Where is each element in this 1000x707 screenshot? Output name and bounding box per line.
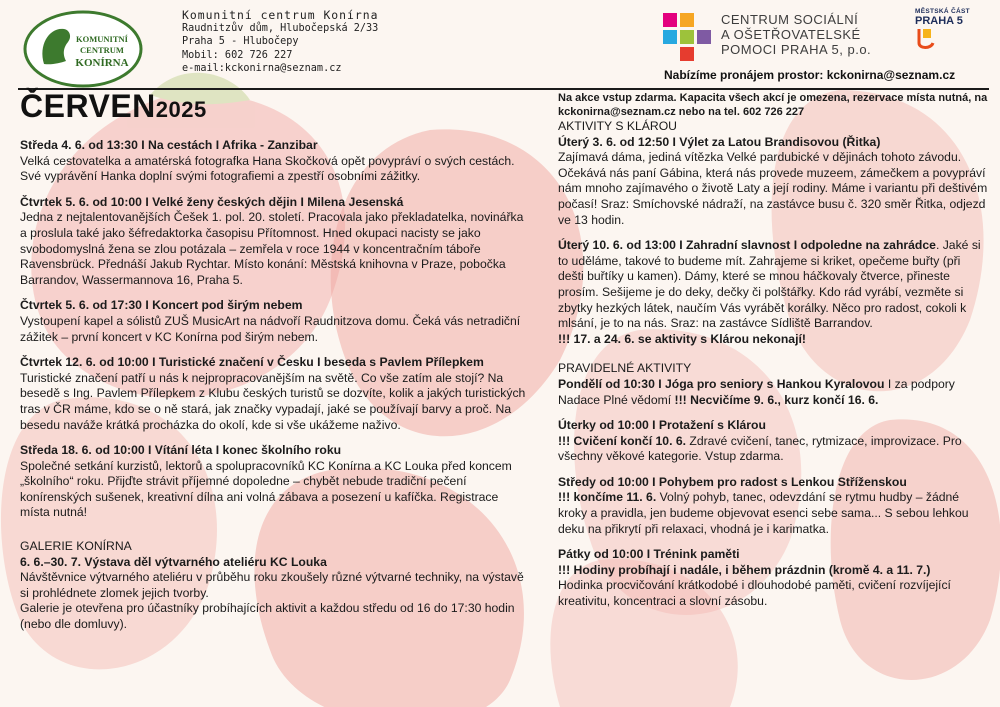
activity-item [558,418,988,465]
csop-logo-icon [663,13,711,61]
activity-title: Úterky od 10:00 I Protažení s Klárou [558,418,766,433]
event-item [20,138,526,185]
event-title: Úterý 3. 6. od 12:50 I Výlet za Latou Brandisovou (Řitka) [558,134,881,149]
activity-description: Hodinka procvičování krátkodobé i dlouhodobé paměti, cvičení rozvíjející kreativitu, koncentraci a slovní zásobu. [558,578,951,609]
month-title [20,88,207,128]
logo-line-3: KONÍRNA [75,57,129,69]
event-title: Středa 18. 6. od 10:00 I Vítání léta I konec školního roku [20,443,342,458]
event-description: Jedna z nejtalentovanějších Češek 1. pol. 20. století. Pracovala jako překladatelka, novinářka a proslula také jako šéfredaktorka časopisu Přítomnost. Hned okupaci nacisty se jako svobodomyslná žena se zlou potázala – zemřela v roce 1944 v koncentračním táboře Ravensbrück. Přednáší Jakub Rychtar. Místo konání: Městská knihovna v Praze, pobočka Barrandov, Wassermannova 16, Praha 5. [20,210,524,287]
event-description: Turistické značení patří u nás k nejpropracovanějším na světě. Co vše zatím ale stojí? Na besedě s Ing. Pavlem Přílepkem z Klubu českých turistů se dozvíte, kolik a jakých turistických tras v ČR máme, kdo se o ně stará, jak značky vypadají, jaké se používají barvy a proč. Na besedu naváže krátká procházka do okolí, kde si vše ukážeme naživo. [20,370,526,432]
praha5-logo [915,8,977,58]
praha5-big-label: PRAHA 5 [915,15,963,27]
event-item [558,135,988,229]
event-description: Velká cestovatelka a amatérská fotografka Hana Skočková opět povypráví o svých cestách. Své vyprávění Hanka doplní svými fotografiemi a zpestří osobními zážitky. [20,153,515,184]
year: 2025 [155,97,207,122]
event-description: . Jaké si to uděláme, takové to budeme mít. Zahrajeme si kriket, opečeme buřty (při dešti buřtíky u kamen). Dámy, které se mnou háčkovaly čtverce, přineste prosím. Sešijeme je do deky, dečky či polštářky. Kdo rád vyrábí, vezměte si zbytky hezkých látek, naučím Vás vyrábět korálky. Něco pro radost, cokoli k mlsání, je to na nás. Sraz: na zastávce Sídliště Barrandov. [558,238,981,331]
activity-title: Středy od 10:00 I Pohybem pro radost s Lenkou Stříženskou [558,474,907,489]
event-title: Čtvrtek 5. 6. od 17:30 I Koncert pod širým nebem [20,298,303,313]
gallery-heading: GALERIE KONÍRNA [20,539,132,554]
month-name: ČERVEN [20,88,156,124]
praha5-small-label: MĚSTSKÁ ČÁST [915,8,970,15]
event-description: Zajímavá dáma, jediná vítězka Velké pardubické v dějinách tohoto závodu. Očekává nás paní Gábina, která nás provede muzeem, zámečkem a povypráví nám mnoho zajímavého o životě Laty a její rodiny. Máme i variantu při deštivém počasí! Sraz: Smíchovské nádraží, na zastávce busu č. 320 směr Řitka, odjezd ve 13 hodin. [558,150,988,227]
event-title: Čtvrtek 5. 6. od 10:00 I Velké ženy českých dějin I Milena Jesenská [20,194,404,209]
reservation-notice: Na akce vstup zdarma. Kapacita všech akcí je omezena, rezervace místa nutná, na kckonirna@seznam.cz nebo na tel. 602 726 227 [558,92,988,118]
regular-activities-heading: PRAVIDELNÉ AKTIVITY [558,361,692,376]
organization-contact [182,9,378,75]
partner-name-line-1: CENTRUM SOCIÁLNÍ [721,12,859,27]
gallery-section [20,539,526,633]
event-item [20,195,526,289]
activity-note: !!! Hodiny probíhají i nadále, i během prázdnin (kromě 4. a 11. 7.) [558,562,931,577]
left-column [20,138,526,633]
activity-item [558,547,988,609]
address-line-1: Raudnitzův dům, Hlubočepská 2/33 [182,23,379,35]
activity-item [558,377,988,408]
logo-line-1: KOMUNITNÍ [76,34,128,44]
activity-item [558,475,988,537]
partner-name-line-3: POMOCI PRAHA 5, p.o. [721,42,872,57]
event-title: Úterý 10. 6. od 13:00 I Zahradní slavnost I odpoledne na zahrádce [558,238,936,253]
gallery-description: Návštěvnice výtvarného ateliéru v průběhu roku zkoušely různé výtvarné techniky, na výstavě si prohlédnete zlomek jejich tvorby. [20,570,524,600]
praha5-emblem-icon [915,27,937,53]
klara-heading: AKTIVITY S KLÁROU [558,119,677,133]
logo-line-2: CENTRUM [80,45,124,55]
partner-name [721,12,871,57]
event-item [20,355,526,433]
organization-name: Komunitní centrum Konírna [182,8,379,22]
activity-description: Volný pohyb, tanec, odevzdání se rytmu hudby – žádné kroky a pravidla, jen budeme objevovat esenci sebe sama... S sebou lehkou deku na přikrytí při relaxaci, vhodná je i karimatka. [558,490,969,536]
event-item [20,443,526,521]
activity-description: I za podpory Nadace Plné vědomí [558,376,955,407]
konirna-logo [22,9,144,89]
right-column [558,91,988,620]
event-description: Společné setkání kurzistů, lektorů a spolupracovníků KC Konírna a KC Louka před koncem „školního“ roku. Přijďte strávit příjemné dopoledne – chybět nebude tradiční pečení konírenských sušenek, kreativní dílna ani volná zábava a posezení u kafíčka. Registrace místa nutná! [20,458,512,520]
event-item [20,298,526,345]
rental-offer: Nabízíme pronájem prostor: kckonirna@seznam.cz [664,68,956,82]
gallery-opening-hours: Galerie je otevřena pro účastníky probíhajících aktivit a každou středu od 16 do 17:30 hodin (nebo dle domluvy). [20,601,515,632]
activity-description: Zdravé cvičení, tanec, rytmizace, improvizace. Pro všechny věkové kategorie. Vstup zdarma. [558,433,962,464]
email-address: e-mail:kckonirna@seznam.cz [182,62,342,74]
event-title: Středa 4. 6. od 13:30 I Na cestách I Afrika - Zanzibar [20,138,318,152]
activity-title: Pondělí od 10:30 I Jóga pro seniory s Hankou Kyralovou [558,376,885,391]
gallery-title: 6. 6.–30. 7. Výstava děl výtvarného ateliéru KC Louka [20,554,327,569]
event-description: Vystoupení kapel a sólistů ZUŠ MusicArt na nádvoří Raudnitzova domu. Čeká vás netradiční zážitek – první koncert v KC Konírna pod širým nebem. [20,313,521,344]
phone-number: Mobil: 602 726 227 [182,49,293,61]
activity-note: !!! Cvičení končí 10. 6. [558,433,687,448]
event-item [558,238,988,347]
event-title: Čtvrtek 12. 6. od 10:00 I Turistické značení v Česku I beseda s Pavlem Přílepkem [20,355,484,370]
event-note: !!! 17. a 24. 6. se aktivity s Klárou nekonají! [558,331,806,346]
activity-note: !!! končíme 11. 6. [558,490,657,505]
activity-note: !!! Necvičíme 9. 6., kurz končí 16. 6. [674,392,879,407]
address-line-2: Praha 5 - Hlubočepy [182,36,299,48]
activity-title: Pátky od 10:00 I Trénink paměti [558,547,740,562]
partner-name-line-2: A OŠETŘOVATELSKÉ [721,27,861,42]
